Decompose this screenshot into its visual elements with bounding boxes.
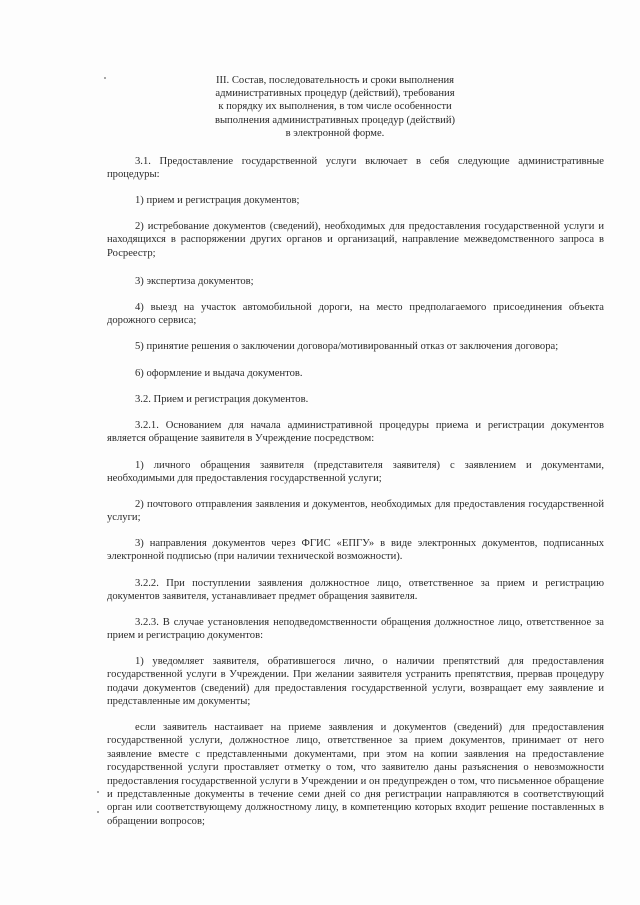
list-item-procedure-3: 3) экспертиза документов;	[135, 276, 254, 287]
section-title-line: к порядку их выполнения, в том числе особенности	[218, 101, 452, 113]
list-item-action-1: 1) уведомляет заявителя, обратившегося лично, о наличии препятствий для предоставления государственной услуги в Учреждении. При желании заявителя устранить препятствия, прервав процедуру подачи документов (сведений) для предоставления государственной услуги, возвращает ему заявление и представленные им документы;	[107, 656, 604, 708]
section-title	[150, 74, 520, 140]
subsection-heading-3-2: 3.2. Прием и регистрация документов.	[135, 394, 309, 405]
list-item-procedure-5: 5) принятие решения о заключении договора/мотивированный отказ от заключения договора;	[135, 341, 559, 352]
list-item-method-3: 3) направления документов через ФГИС «ЕПГУ» в виде электронных документов, подписанных электронной подписью (при наличии технической возможности).	[107, 538, 604, 563]
scan-speck	[97, 791, 99, 793]
list-item-method-2: 2) почтового отправления заявления и документов, необходимых для предоставления государственной услуги;	[107, 499, 604, 524]
list-item-method-1: 1) личного обращения заявителя (представителя заявителя) с заявлением и документами, необходимыми для предоставления государственной услуги;	[107, 460, 604, 485]
paragraph-3-1: 3.1. Предоставление государственной услуги включает в себя следующие административные процедуры:	[107, 156, 604, 181]
paragraph-insist-case: если заявитель настаивает на приеме заявления и документов (сведений) для предоставления государственной услуги, должностное лицо, ответственное за прием документов, принимает от него заявление вместе с представленными документами, при этом на копии заявления на предоставление государственной услуги проставляет отметку о том, что заявителю даны разъяснения о невозможности предоставления государственной услуги в Учреждении и он предупрежден о том, что письменное обращение и представленные документы в течение семи дней со дня регистрации направляются в соответствующий орган или соответствующему должностному лицу, в компетенцию которых входит решение поставленных в обращении вопросов;	[107, 722, 604, 827]
section-title-line: в электронной форме.	[285, 127, 385, 139]
list-item-procedure-1: 1) прием и регистрация документов;	[135, 195, 300, 206]
paragraph-3-2-1: 3.2.1. Основанием для начала административной процедуры приема и регистрации документов является обращение заявителя в Учреждение посредством:	[107, 420, 604, 445]
list-item-procedure-2: 2) истребование документов (сведений), необходимых для предоставления государственной услуги и находящихся в распоряжении других органов и организаций, направление межведомственного запроса в Росреестр;	[107, 221, 604, 259]
section-title-line: административных процедур (действий), требования	[215, 88, 455, 100]
section-title-line: выполнения административных процедур (действий)	[214, 114, 456, 126]
list-item-procedure-4: 4) выезд на участок автомобильной дороги, на место предполагаемого присоединения объекта дорожного сервиса;	[107, 302, 604, 327]
section-title-line: III. Состав, последовательность и сроки выполнения	[215, 75, 455, 86]
scan-speck	[97, 811, 99, 813]
list-item-procedure-6: 6) оформление и выдача документов.	[135, 368, 303, 379]
scan-speck	[104, 77, 106, 79]
paragraph-3-2-3: 3.2.3. В случае установления неподведомственности обращения должностное лицо, ответственное за прием и регистрацию документов:	[107, 617, 604, 642]
paragraph-3-2-2: 3.2.2. При поступлении заявления должностное лицо, ответственное за прием и регистрацию документов заявителя, устанавливает предмет обращения заявителя.	[107, 578, 604, 603]
